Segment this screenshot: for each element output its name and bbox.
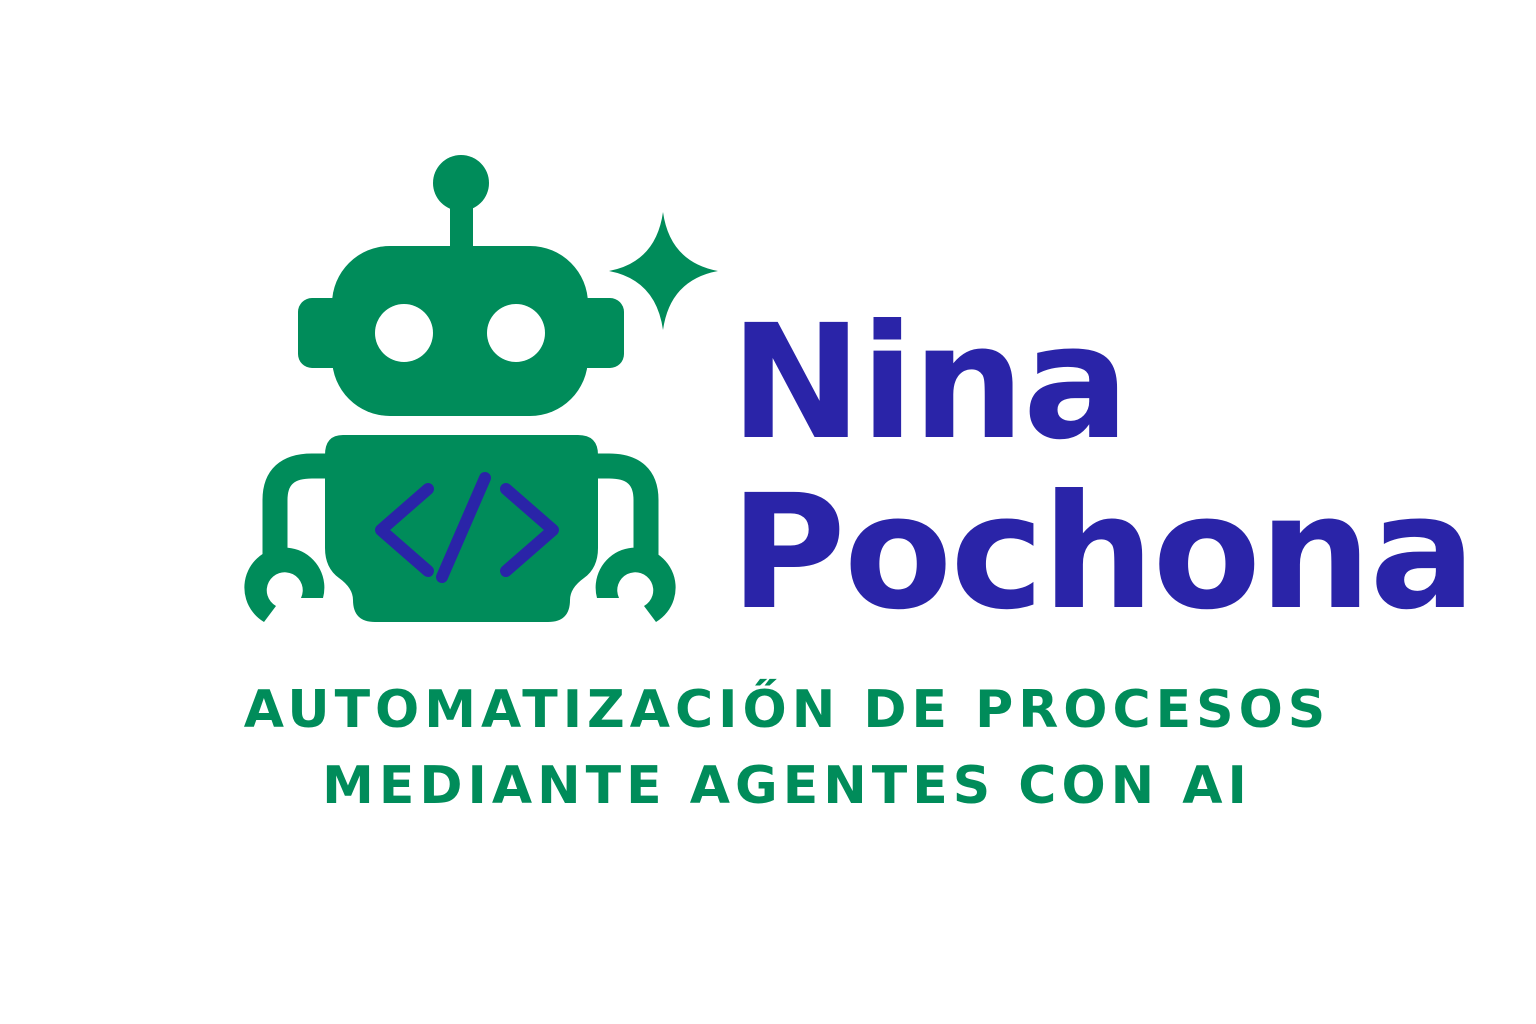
antenna-ball: [433, 155, 489, 211]
right-claw: [596, 548, 676, 622]
brand-name: [730, 291, 1475, 645]
brand-name-line2: Pochona: [730, 461, 1475, 645]
brand-name-line1: Nina: [730, 291, 1128, 475]
left-eye: [375, 304, 433, 362]
right-eye: [487, 304, 545, 362]
right-arm: [594, 466, 646, 558]
tagline: [0, 672, 1536, 824]
left-claw: [244, 548, 324, 622]
sparkle-star: [609, 212, 718, 330]
robot-head: [332, 246, 588, 416]
sparkle-icon: [609, 212, 718, 330]
robot-icon: [244, 155, 675, 622]
tagline-line1: AUTOMATIZACIŐN DE PROCESOS: [243, 680, 1331, 740]
tagline-line2: MEDIANTE AGENTES CON AI: [322, 756, 1252, 816]
left-arm: [275, 466, 327, 558]
